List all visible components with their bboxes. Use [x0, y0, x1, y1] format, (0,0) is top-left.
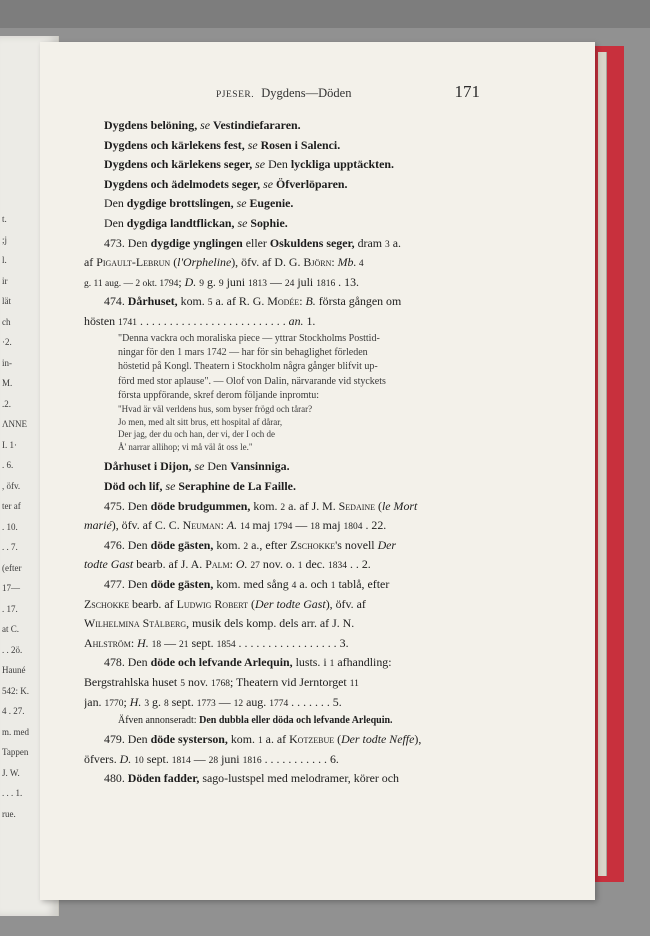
date-number: 1768	[210, 679, 230, 690]
text-run: sept.	[143, 751, 172, 766]
left-page-text-fragment: ·2.	[2, 337, 12, 347]
text-run: Den	[104, 196, 127, 211]
left-page-text-fragment: ;j	[2, 234, 8, 245]
text-run: nov.	[184, 675, 211, 690]
left-page-text-fragment: ΛΝΝΕ	[2, 419, 28, 429]
title-bold: döde brudgummen,	[150, 498, 251, 513]
date-number: 1	[257, 736, 263, 747]
author-name: Sedaine	[338, 498, 376, 513]
text-run: (	[375, 498, 382, 513]
text-run: Den	[268, 157, 291, 172]
text-italic: O.	[235, 557, 248, 572]
date-number: 1854	[216, 639, 236, 650]
date-number: 28	[208, 755, 219, 766]
text-line	[84, 234, 480, 254]
title-bold: Döden fadder,	[127, 771, 200, 786]
date-number: 9	[218, 278, 224, 289]
date-number: 10	[134, 755, 144, 766]
text-run: :	[130, 635, 138, 650]
text-run: Den	[104, 215, 127, 230]
text-run: lusts. i	[292, 655, 330, 670]
text-run: 473. Den	[104, 235, 151, 250]
author-name: Björn	[303, 255, 332, 270]
text-run: juni	[223, 274, 249, 289]
text-run: :	[331, 255, 338, 270]
title-bold: döde systerson,	[150, 732, 228, 747]
date-number: 1794	[273, 522, 293, 533]
date-number: 1	[330, 581, 336, 592]
text-run: Den	[207, 459, 231, 474]
page-text	[84, 82, 480, 789]
text-line	[84, 214, 480, 234]
left-page-text-fragment: . 10.	[2, 521, 18, 532]
text-italic: todte Gast	[84, 557, 134, 572]
title-bold: Oskuldens seger,	[269, 235, 355, 250]
title-bold: Dygdens belöning,	[104, 118, 198, 132]
left-page-text-fragment: . . 7.	[2, 542, 18, 552]
text-run: sept.	[168, 694, 197, 709]
author-name: Ahlström	[84, 635, 131, 650]
quote-line: Jo men, med alt sitt brus, ett hospital af dårar,	[118, 416, 283, 427]
text-line	[84, 673, 480, 693]
text-run: öfvers.	[84, 751, 120, 766]
text-run: tablå, efter	[335, 577, 390, 592]
text-run: sago-lustspel med melodramer, körer och	[199, 771, 399, 786]
text-run: a. och	[296, 577, 331, 592]
text-italic: se	[233, 196, 250, 211]
text-run: maj	[319, 518, 344, 533]
note-line: ningar för den 1 mars 1742 — har för sin behaglighet förleden	[118, 346, 368, 358]
author-name: Modée	[267, 294, 300, 309]
left-page-text-fragment: 542: K.	[2, 685, 29, 696]
date-number: 18	[310, 522, 320, 533]
text-italic: H.	[129, 694, 142, 709]
date-number: g. 11 aug. — 2 okt. 1794	[84, 278, 179, 289]
entry-474-note	[84, 332, 480, 404]
entry-478	[84, 653, 480, 712]
text-run: första gången om	[315, 294, 402, 309]
text-run: kom.	[177, 294, 208, 309]
left-page-text-fragment: .2.	[2, 398, 11, 409]
text-italic: D.	[184, 274, 197, 289]
text-run: . . . . . . . . . . . . . . . . . . . . . . . . .	[137, 313, 289, 328]
text-run: —	[190, 751, 209, 766]
text-run: a. af	[262, 732, 290, 747]
entry-474-quote	[84, 403, 480, 453]
title-bold: Dygdens och kärlekens fest,	[104, 137, 245, 152]
text-run: 477. Den	[104, 577, 151, 592]
text-italic: se	[260, 176, 276, 191]
author-name: Wilhelmina Stålberg	[84, 616, 187, 631]
left-page-text-fragment: ir	[2, 275, 8, 286]
title-bold: Eugenie.	[249, 196, 294, 211]
header-title: Dygdens—Döden	[261, 86, 352, 100]
left-page-text-fragment: l.	[2, 255, 7, 265]
text-italic: se	[191, 459, 208, 474]
entry-475	[84, 497, 480, 536]
text-run: hösten	[84, 313, 119, 328]
text-italic: se	[197, 118, 214, 132]
quote-line: Der jag, der du och han, der vi, der I och de	[118, 429, 275, 440]
title-bold: döde gästen,	[150, 577, 214, 592]
date-number: 1774	[269, 698, 289, 709]
text-run: juli	[294, 274, 317, 289]
text-line	[84, 194, 480, 214]
text-line	[84, 292, 480, 312]
scan-top-strip	[0, 0, 650, 28]
text-run: aug.	[243, 694, 270, 709]
text-run: g.	[149, 694, 164, 709]
left-page-text-fragment: Hauné	[2, 665, 26, 675]
text-line	[84, 497, 480, 517]
author-name: Ludwig Robert	[176, 596, 249, 611]
title-bold: Den dubbla eller döda och lefvande Arlequin.	[199, 715, 393, 727]
text-run: —	[215, 694, 234, 709]
text-italic: D.	[119, 751, 132, 766]
text-italic: se	[162, 479, 179, 494]
date-number: 12	[233, 698, 244, 709]
entry-480	[84, 769, 480, 789]
title-bold: Dygdens och ädelmodets seger,	[104, 176, 261, 191]
left-page-text-fragment: Tappen	[2, 747, 29, 757]
date-number: 14	[240, 522, 250, 533]
text-line	[84, 136, 480, 156]
text-run: ), öfv. af D. G.	[231, 255, 304, 270]
text-italic: l'Orpheline	[177, 255, 232, 270]
text-run: :	[229, 557, 236, 572]
text-run: :	[299, 294, 306, 309]
text-run: a. af R. G.	[212, 294, 268, 309]
title-bold: Död och lif,	[104, 479, 163, 494]
text-italic: Der	[377, 537, 397, 552]
date-number: 5	[180, 679, 185, 690]
cross-references	[84, 116, 480, 234]
title-bold: Vestindiefararen.	[213, 118, 301, 132]
date-number: 1814	[171, 755, 191, 766]
left-page-text-fragment: . 6.	[2, 460, 14, 470]
date-number: 1770	[104, 698, 124, 709]
text-run: (	[334, 732, 342, 747]
date-number: 1	[329, 659, 335, 670]
entry-473	[84, 234, 480, 293]
text-run: kom. med sång	[213, 577, 292, 592]
left-page-text-fragment: at C.	[2, 624, 19, 634]
text-run: Äfven annonseradt:	[118, 715, 200, 727]
text-italic: Der todte Gast	[255, 596, 326, 611]
text-italic: se	[244, 137, 261, 152]
text-run: —	[267, 274, 285, 289]
title-bold: lyckliga upptäckten.	[290, 157, 394, 172]
title-bold: dygdiga landtflickan,	[126, 215, 235, 230]
text-run: 475. Den	[104, 498, 151, 513]
left-page-text-fragment: . . 2ö.	[2, 644, 23, 655]
text-italic: marié	[84, 518, 112, 533]
text-run: Bergstrahlska huset	[84, 675, 181, 690]
date-number: 1	[297, 561, 303, 572]
text-run: (	[170, 255, 178, 270]
text-run: 478. Den	[104, 655, 151, 670]
text-run: . 13.	[335, 274, 359, 289]
text-run: ; Theatern vid Jerntorget	[229, 675, 350, 690]
text-run: ;	[123, 694, 130, 709]
text-run: 480.	[104, 771, 128, 786]
text-run: 474.	[104, 294, 128, 309]
entry-474	[84, 292, 480, 331]
date-number: 27	[250, 561, 260, 572]
left-page-text-fragment: m. med	[2, 726, 29, 737]
left-page-text-fragment: in-	[2, 357, 12, 368]
text-italic: se	[234, 215, 251, 230]
date-number: 2	[243, 541, 249, 552]
left-page-text-fragment: . . . 1.	[2, 788, 23, 798]
text-line	[84, 516, 480, 536]
text-italic: A.	[226, 518, 238, 533]
text-run: a.	[389, 235, 402, 250]
text-run: af	[84, 255, 97, 270]
title-bold: döde gästen,	[150, 537, 214, 552]
note-line: första uppförande, skref derom följande inpromtu:	[118, 390, 320, 402]
text-run: :	[220, 518, 227, 533]
date-number: 1816	[316, 278, 336, 289]
text-line	[84, 253, 480, 273]
text-line	[84, 555, 480, 575]
title-bold: Dårhuset,	[127, 294, 178, 309]
title-bold: Vansinniga.	[230, 459, 290, 474]
text-run: g.	[203, 274, 219, 289]
text-line	[84, 312, 480, 332]
date-number: 3	[144, 698, 150, 709]
text-italic: se	[252, 157, 269, 172]
left-page-text-fragment: 4 . 27.	[2, 706, 25, 716]
text-run: afhandling:	[334, 655, 392, 670]
left-page-text-fragment: . 17.	[2, 603, 18, 614]
date-number: 5	[207, 298, 213, 309]
quote-line: Å' narrar allihop; vi må väl åt oss le."	[118, 441, 253, 452]
title-bold: Rosen i Salenci.	[260, 137, 341, 152]
left-page-text-fragment: rue.	[2, 808, 16, 819]
text-run: maj	[249, 518, 274, 533]
left-page-text-fragment: ch	[2, 316, 11, 327]
date-number: 4	[291, 581, 297, 592]
text-run: (	[248, 596, 255, 611]
title-bold: döde och lefvande Arlequin,	[150, 655, 293, 670]
entry-479	[84, 730, 480, 769]
text-run: . . . . . . . . . . . 6.	[261, 751, 339, 766]
text-run: nov. o.	[259, 557, 298, 572]
text-run: 479. Den	[104, 732, 151, 747]
date-number: 1816	[242, 755, 262, 766]
text-line	[84, 575, 480, 595]
left-page-text-fragment: (efter	[2, 562, 22, 573]
text-run: . 22.	[362, 518, 387, 533]
title-bold: Seraphine de La Faille.	[178, 479, 296, 494]
text-run: kom.	[227, 732, 258, 747]
author-name: Neuman	[182, 518, 221, 533]
page-block-edge	[598, 52, 607, 876]
left-page-text-fragment: , öfv.	[2, 480, 21, 491]
text-italic: an.	[288, 313, 304, 328]
text-italic: le Mort	[382, 498, 418, 513]
text-run: a. af J. M.	[285, 498, 339, 513]
date-number: 1773	[196, 698, 216, 709]
text-run: . . . . . . . . . . . . . . . . . 3.	[235, 635, 349, 650]
author-name: Zschokke	[84, 596, 130, 611]
text-run: eller	[242, 235, 270, 250]
text-run: , musik dels komp. dels arr. af J. N.	[186, 616, 355, 631]
left-page-text-fragment: J. W.	[2, 767, 20, 778]
left-page-text-fragment: t.	[2, 214, 7, 224]
entry-478-announcement	[84, 712, 480, 730]
note-line: förd med stor aplause". — Olof von Dalin, närvarande vid styckets	[118, 375, 386, 387]
text-line	[84, 273, 480, 293]
text-line	[84, 175, 480, 195]
date-number: 4	[356, 259, 364, 270]
left-page-text-fragment: 17—	[2, 583, 20, 593]
date-number: 3	[385, 239, 390, 250]
date-number: 18	[151, 639, 162, 650]
text-run: dec.	[302, 557, 328, 572]
date-number: 1834	[327, 561, 347, 572]
left-page-text-fragment: M.	[2, 378, 13, 388]
author-name: Palm	[205, 557, 230, 572]
title-bold: Dygdens och kärlekens seger,	[104, 157, 253, 172]
text-run: . . 2.	[346, 557, 371, 572]
quote-line: "Hvad är väl verldens hus, som byser frögd och tårar?	[118, 404, 313, 415]
text-line	[84, 116, 480, 136]
text-line	[84, 634, 480, 654]
date-number: 1804	[343, 522, 363, 533]
text-run: 's novell	[335, 537, 378, 552]
text-line	[84, 750, 480, 770]
entry-477	[84, 575, 480, 653]
text-line	[84, 653, 480, 673]
text-italic: H.	[137, 635, 149, 650]
note-line: höstetid på Kongl. Theatern i Stockholm några gånger blifvit up-	[118, 361, 378, 373]
text-run: ), öfv. af	[325, 596, 366, 611]
date-number: 24	[284, 278, 295, 289]
book-cover-red	[592, 46, 624, 882]
text-line	[84, 614, 480, 634]
text-run: jan.	[84, 694, 105, 709]
author-name: Kotzebue	[289, 732, 335, 747]
title-bold: dygdige brottslingen,	[126, 196, 234, 211]
cross-references-2	[84, 457, 480, 496]
header-section: PJESER.	[216, 90, 255, 100]
text-run: —	[161, 635, 179, 650]
text-run: 1.	[303, 313, 316, 328]
date-number: 1741	[118, 317, 138, 328]
text-line	[84, 536, 480, 556]
left-page-text-fragment: lät	[2, 296, 11, 306]
text-run: a., efter	[248, 537, 291, 552]
note-line: "Denna vackra och moraliska piece — yttrar Stockholms Posttid-	[118, 332, 380, 344]
title-bold: Öfverlöparen.	[275, 176, 348, 191]
text-run: sept.	[188, 635, 217, 650]
running-header	[84, 82, 480, 112]
date-number: 8	[163, 698, 169, 709]
date-number: 21	[179, 639, 189, 650]
text-line	[84, 155, 480, 175]
text-line	[84, 693, 480, 713]
page-number: 171	[454, 82, 480, 101]
title-bold: Dårhuset i Dijon,	[104, 459, 192, 474]
date-number: 1813	[248, 278, 268, 289]
text-run: kom.	[250, 498, 281, 513]
text-run: 476. Den	[104, 537, 151, 552]
text-line	[84, 457, 480, 477]
title-bold: dygdige ynglingen	[150, 235, 243, 250]
title-bold: Sophie.	[250, 215, 288, 230]
text-run: bearb. af J. A.	[133, 557, 206, 572]
left-page-text-fragment: I. 1·	[2, 439, 17, 450]
author-name: Pigault-Lebrun	[96, 255, 171, 270]
text-run: ),	[414, 732, 422, 747]
text-run: —	[292, 518, 311, 533]
date-number: 9	[199, 278, 204, 289]
text-italic: Der todte Neffe	[341, 732, 415, 747]
text-run: ;	[178, 274, 185, 289]
text-italic: Mb.	[337, 255, 357, 270]
text-run: dram	[354, 235, 386, 250]
entry-476	[84, 536, 480, 575]
author-name: Zschokke	[290, 537, 336, 552]
date-number: 11	[349, 679, 359, 690]
text-run: bearb. af	[129, 596, 177, 611]
text-run: kom.	[213, 537, 244, 552]
text-italic: B.	[305, 294, 316, 309]
left-page-text-fragment: ter af	[2, 501, 21, 511]
text-run: juni	[218, 751, 243, 766]
text-line	[84, 477, 480, 497]
text-run: . . . . . . . 5.	[288, 694, 342, 709]
date-number: 2	[280, 502, 286, 513]
text-line	[84, 730, 480, 750]
text-line	[84, 769, 480, 789]
text-line	[84, 595, 480, 615]
text-run: ), öfv. af C. C.	[111, 518, 183, 533]
